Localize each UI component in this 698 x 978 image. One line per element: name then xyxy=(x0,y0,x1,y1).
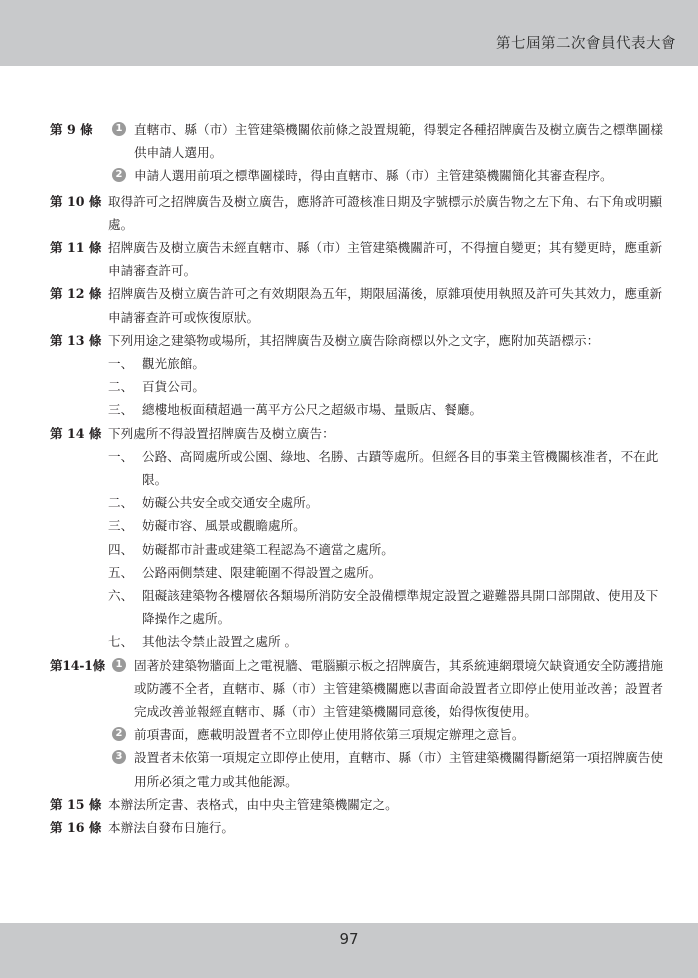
paragraph xyxy=(108,654,666,724)
item-list xyxy=(108,352,666,422)
list-item xyxy=(108,352,666,375)
article-label: 第14-1條 xyxy=(50,657,105,673)
item-number: 一、 xyxy=(108,356,134,372)
item-number: 二、 xyxy=(108,495,134,511)
list-item xyxy=(108,538,666,561)
article-10 xyxy=(46,190,666,236)
list-item xyxy=(108,375,666,398)
article-text: 招牌廣告及樹立廣告未經直轄市、縣（市）主管建築機關許可，不得擅自變更；其有變更時，應重新申請審查許可。 xyxy=(108,240,663,279)
item-text: 妨礙市容、風景或觀瞻處所。 xyxy=(142,518,306,534)
item-text: 妨礙都市計畫或建築工程認為不適當之處所。 xyxy=(142,541,394,557)
article-text: 本辦法自發布日施行。 xyxy=(108,820,234,836)
page-number: 97 xyxy=(339,930,359,948)
item-text: 阻礙該建築物各樓層依各類場所消防安全設備標準規定設置之避難器具開口部開啟、使用及下降操作之處所。 xyxy=(142,588,659,627)
article-label: 第 9 條 xyxy=(50,122,93,137)
item-text: 妨礙公共安全或交通安全處所。 xyxy=(142,495,319,511)
article-label: 第 11 條 xyxy=(50,240,102,256)
item-number: 三、 xyxy=(108,402,134,418)
article-text: 下列處所不得設置招牌廣告及樹立廣告： xyxy=(108,425,335,441)
paragraph-text: 前項書面，應載明設置者不立即停止使用將依第三項規定辦理之意旨。 xyxy=(134,727,525,743)
article-label: 第 16 條 xyxy=(50,820,102,836)
regulation-text xyxy=(46,118,666,839)
article-14 xyxy=(46,422,666,654)
paragraph-text: 申請人選用前項之標準圖樣時，得由直轄市、縣（市）主管建築機關簡化其審查程序。 xyxy=(134,168,613,184)
list-item xyxy=(108,561,666,584)
item-text: 觀光旅館。 xyxy=(142,356,205,372)
item-text: 總樓地板面積超過一萬平方公尺之超級市場、量販店、餐廳。 xyxy=(142,402,483,418)
article-12 xyxy=(46,282,666,328)
item-number: 一、 xyxy=(108,448,134,464)
article-text: 取得許可之招牌廣告及樹立廣告，應將許可證核准日期及字號標示於廣告物之左下角、右下角或明顯處。 xyxy=(108,193,663,232)
item-text: 公路兩側禁建、限建範圍不得設置之處所。 xyxy=(142,564,382,580)
paragraph-number-badge: 1 xyxy=(112,658,126,672)
paragraph-text: 直轄市、縣（市）主管建築機關依前條之設置規範，得製定各種招牌廣告及樹立廣告之標準圖樣供申請人選用。 xyxy=(134,122,663,161)
article-13 xyxy=(46,329,666,422)
article-14-1 xyxy=(46,654,666,793)
article-text: 招牌廣告及樹立廣告許可之有效期限為五年，期限屆滿後，原雜項使用執照及許可失其效力，應重新申請審查許可或恢復原狀。 xyxy=(108,286,663,325)
item-text: 公路、高岡處所或公園、綠地、名勝、古蹟等處所。但經各目的事業主管機關核准者，不在此限。 xyxy=(142,448,659,488)
list-item xyxy=(108,445,666,491)
page-header-title: 第七屆第二次會員代表大會 xyxy=(496,36,676,52)
article-label: 第 15 條 xyxy=(50,796,102,812)
article-label: 第 10 條 xyxy=(50,193,102,209)
article-label: 第 14 條 xyxy=(50,425,102,441)
paragraph-number-badge: 3 xyxy=(112,750,126,764)
article-text: 下列用途之建築物或場所，其招牌廣告及樹立廣告除商標以外之文字，應附加英語標示： xyxy=(108,332,600,348)
item-number: 五、 xyxy=(108,564,134,580)
item-number: 七、 xyxy=(108,634,134,650)
article-9 xyxy=(46,118,666,188)
article-label: 第 13 條 xyxy=(50,332,102,348)
item-text: 百貨公司。 xyxy=(142,379,205,395)
list-item xyxy=(108,584,666,630)
item-number: 六、 xyxy=(108,588,134,604)
list-item xyxy=(108,514,666,537)
item-number: 四、 xyxy=(108,541,134,557)
paragraph xyxy=(108,746,666,792)
paragraph xyxy=(108,723,666,746)
paragraph-number-badge: 1 xyxy=(112,122,126,136)
article-text: 本辦法所定書、表格式，由中央主管建築機關定之。 xyxy=(108,796,398,812)
item-text: 其他法令禁止設置之處所 。 xyxy=(142,634,298,650)
item-number: 三、 xyxy=(108,518,134,534)
article-label: 第 12 條 xyxy=(50,286,102,302)
paragraph-text: 設置者未依第一項規定立即停止使用，直轄市、縣（市）主管建築機關得斷絕第一項招牌廣告使用所必須之電力或其他能源。 xyxy=(134,750,663,789)
list-item xyxy=(108,491,666,514)
paragraph xyxy=(108,164,666,187)
item-number: 二、 xyxy=(108,379,134,395)
paragraph xyxy=(108,118,666,164)
paragraph-number-badge: 2 xyxy=(112,727,126,741)
paragraph-number-badge: 2 xyxy=(112,168,126,182)
article-11 xyxy=(46,236,666,282)
paragraph-text: 固著於建築物牆面上之電視牆、電腦顯示板之招牌廣告，其系統連網環境欠缺資通安全防護措施或防護不全者，直轄市、縣（市）主管建築機關應以書面命設置者立即停止使用並改善；設置者完成改善並報經直轄市、縣（市）主管建築機關同意後，始得恢復使用。 xyxy=(134,657,663,720)
article-16 xyxy=(46,816,666,839)
list-item xyxy=(108,630,666,653)
item-list xyxy=(108,445,666,654)
article-15 xyxy=(46,793,666,816)
list-item xyxy=(108,398,666,421)
